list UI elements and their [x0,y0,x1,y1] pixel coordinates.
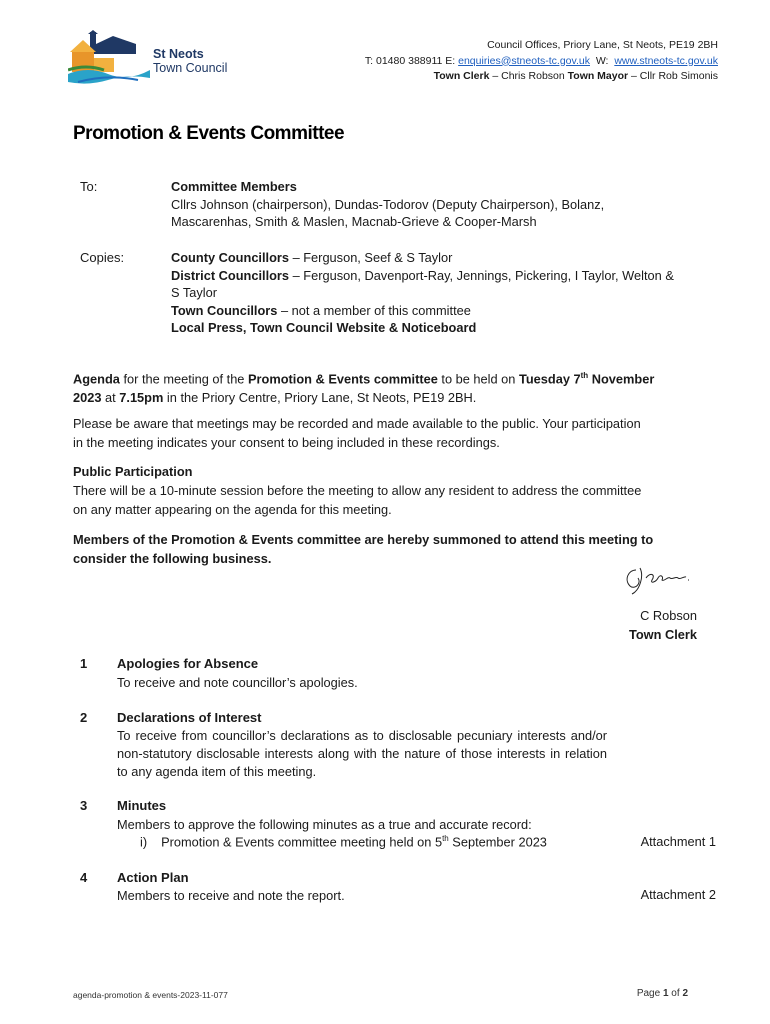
item-number: 3 [80,798,88,813]
to-block [171,178,711,231]
summons: Members of the Promotion & Events committee are hereby summoned to attend this meeting to consider the following business. [73,532,654,566]
document-reference: agenda-promotion & events-2023-11-077 [73,990,228,1000]
item-body: To receive and note councillor’s apologies. [117,675,358,690]
item-body: To receive from councillor’s declarations as to disclosable pecuniary interests and/or non-statutory disclosable interests along with the nature of those interests in relation to any agenda item of this meeting. [117,728,607,779]
to-heading: Committee Members [171,179,297,194]
copies-block: County Councillors – Ferguson, Seef & S Taylor District Councillors – Ferguson, Davenport-Ray, Jennings, Pickering, I Taylor, Welton & S Taylor Town Councillors – not a member of this committee Local Press, Town Council Website & Noticeboard [171,250,674,335]
org-name-line1: St Neots [153,47,204,61]
signatory-role: Town Clerk [628,627,697,642]
clerk-signature [622,562,694,596]
item-number: 4 [80,870,88,885]
copies-label: Copies: [80,250,125,265]
item-title: Declarations of Interest [117,710,262,725]
to-members-line2: Mascarenhas, Smith & Maslen, Macnab-Grieve & Cooper-Marsh [171,214,537,229]
officers-line: Town Clerk – Chris Robson Town Mayor – Cllr Rob Simonis [433,70,718,82]
item-title: Action Plan [117,870,189,885]
page-title: Promotion & Events Committee [73,123,345,144]
attachment-label: Attachment 1 [640,834,716,849]
press-line: Local Press, Town Council Website & Noticeboard [171,320,477,335]
agenda-paragraph: Agenda for the meeting of the Promotion & Events committee to be held on Tuesday 7th November 2023 at 7.15pm in the Priory Centre, Priory Lane, St Neots, PE19 2BH. [73,371,655,406]
org-name-line2: Town Council [153,61,228,75]
org-name [153,47,227,75]
contact-line: T: 01480 388911 E: enquiries@stneots-tc.gov.uk W: www.stneots-tc.gov.uk [364,54,718,67]
item-number: 2 [80,710,88,725]
to-label: To: [80,179,98,194]
signatory-name: C Robson [640,608,697,623]
website-link[interactable]: www.stneots-tc.gov.uk [614,54,718,67]
st-neots-logo [68,30,150,85]
item-body: Members to receive and note the report. [117,888,345,903]
item-number: 1 [80,656,88,671]
email-link[interactable]: enquiries@stneots-tc.gov.uk [458,54,590,67]
public-participation: Public Participation There will be a 10-minute session before the meeting to allow any resident to address the committee on any matter appearing on the agenda for this meeting. [73,464,642,517]
address: Council Offices, Priory Lane, St Neots, PE19 2BH [487,39,718,51]
contact-block [365,38,718,85]
item-title: Minutes [117,798,167,813]
attachment-label: Attachment 2 [640,887,716,902]
sub-item: i) Promotion & Events committee meeting held on 5th September 2023 [140,834,547,850]
public-participation-heading: Public Participation [73,464,193,479]
item-title: Apologies for Absence [117,656,259,671]
recording-notice: Please be aware that meetings may be recorded and made available to the public. Your participation in the meeting indicates your consent to being included in these recordings. [73,416,641,450]
item-body: Members to approve the following minutes as a true and accurate record: [117,817,532,832]
page-indicator: Page 1 of 2 [636,988,688,999]
to-members-line1: Cllrs Johnson (chairperson), Dundas-Todorov (Deputy Chairperson), Bolanz, [171,196,605,212]
